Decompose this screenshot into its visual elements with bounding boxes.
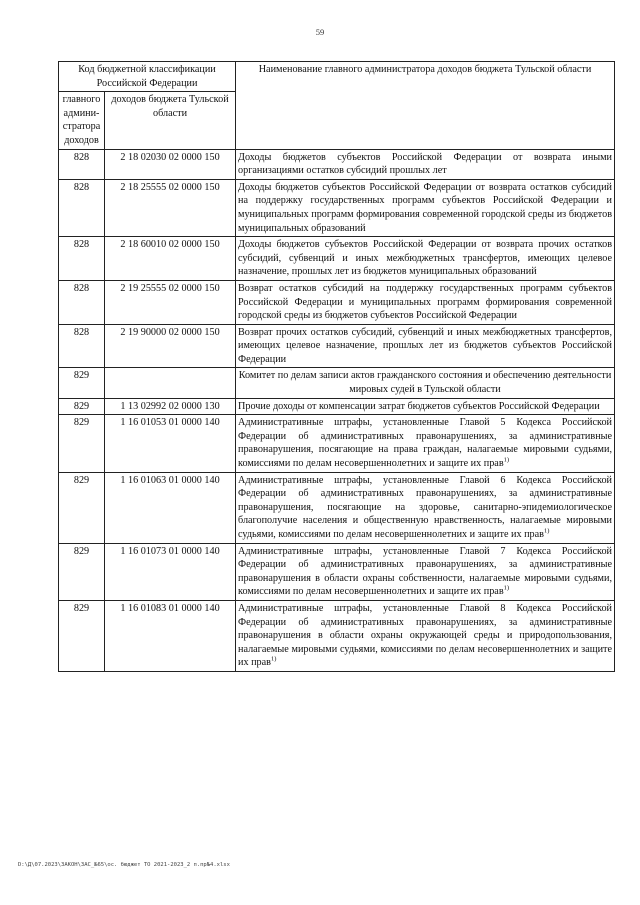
footnote-marker: 1)	[503, 584, 510, 592]
admin-code-cell: 829	[59, 415, 105, 472]
income-code-cell: 2 19 90000 02 0000 150	[105, 324, 236, 368]
income-name-cell	[236, 324, 615, 368]
admin-column-header: главного админи-стратора доходов	[59, 92, 105, 149]
income-name-text: Доходы бюджетов субъектов Российской Федерации от возврата остатков субсидий на поддержку государственных программ субъектов Российской Федерации и муниципальных программ формирования современной городской среды из бюджетов муниципальных образований	[238, 181, 613, 234]
table-row	[59, 398, 615, 415]
income-name-text: Доходы бюджетов субъектов Российской Федерации от возврата иными организациями остатков субсидий прошлых лет	[238, 151, 613, 177]
income-code-cell: 2 18 02030 02 0000 150	[105, 149, 236, 179]
footnote-marker: 1)	[271, 655, 277, 663]
admin-code-cell: 828	[59, 237, 105, 281]
admin-code-cell: 828	[59, 179, 105, 236]
admin-code-cell: 828	[59, 149, 105, 179]
table-row	[59, 368, 615, 398]
table-row	[59, 600, 615, 671]
income-code-cell: 2 18 60010 02 0000 150	[105, 237, 236, 281]
admin-code-cell: 828	[59, 324, 105, 368]
admin-code-cell: 829	[59, 398, 105, 415]
income-name-cell	[236, 368, 615, 398]
income-name-cell	[236, 237, 615, 281]
income-name-text: Комитет по делам записи актов гражданского состояния и обеспечению деятельности мировых судей в Тульской области	[238, 370, 612, 396]
budget-classification-table	[58, 61, 615, 672]
admin-code-cell: 828	[59, 280, 105, 324]
income-code-cell: 2 18 25555 02 0000 150	[105, 179, 236, 236]
table-row	[59, 149, 615, 179]
income-name-cell	[236, 280, 615, 324]
income-code-cell: 1 16 01073 01 0000 140	[105, 543, 236, 600]
page-number: 59	[315, 27, 325, 37]
income-name-text: Административные штрафы, установленные Главой 8 Кодекса Российской Федерации об административных правонарушениях, за административные правонарушения в области охраны окружающей среды и природопользования, налагаемые мировыми судьями, комиссиями по делам несовершеннолетних и защите их прав	[238, 602, 613, 669]
income-code-cell: 1 16 01083 01 0000 140	[105, 600, 236, 671]
table-row	[59, 324, 615, 368]
table-row	[59, 543, 615, 600]
admin-code-cell: 829	[59, 472, 105, 543]
footnote-marker: 1)	[544, 527, 550, 535]
income-column-header: доходов бюджета Тульской области	[105, 92, 236, 149]
income-name-text: Административные штрафы, установленные Главой 7 Кодекса Российской Федерации об административных правонарушениях, за административные правонарушения в области охраны собственности, налагаемые мировыми судьями, комиссиями по делам несовершеннолетних и защите их прав	[238, 545, 613, 598]
income-name-cell	[236, 149, 615, 179]
income-name-text: Административные штрафы, установленные Главой 6 Кодекса Российской Федерации об административных правонарушениях, за административные правонарушения, посягающие на здоровье, санитарно-эпидемиологическое благополучие населения и общественную нравственность, налагаемые мировыми судьями, комиссиями по делам несовершеннолетних и защите их прав	[238, 474, 613, 540]
name-column-header: Наименование главного администратора доходов бюджета Тульской области	[236, 62, 615, 150]
income-name-text: Прочие доходы от компенсации затрат бюджетов субъектов Российской Федерации	[238, 400, 600, 412]
admin-code-cell: 829	[59, 600, 105, 671]
income-name-cell	[236, 600, 615, 671]
income-code-cell	[105, 368, 236, 398]
income-code-cell: 2 19 25555 02 0000 150	[105, 280, 236, 324]
code-group-header: Код бюджетной классификации Российской Федерации	[59, 62, 236, 92]
table-row	[59, 280, 615, 324]
income-name-cell	[236, 415, 615, 472]
table-row	[59, 237, 615, 281]
income-name-text: Административные штрафы, установленные Главой 5 Кодекса Российской Федерации об административных правонарушениях, за административные правонарушения, посягающие на права граждан, налагаемые мировыми судьями, комиссиями по делам несовершеннолетних и защите их прав	[238, 417, 613, 470]
income-code-cell: 1 16 01063 01 0000 140	[105, 472, 236, 543]
header-row-1	[59, 62, 615, 92]
income-name-text: Доходы бюджетов субъектов Российской Федерации от возврата прочих остатков субсидий, субвенций и иных межбюджетных трансфертов, имеющих целевое назначение, прошлых лет из бюджетов муниципальных образований	[238, 239, 613, 278]
income-name-text: Возврат остатков субсидий на поддержку государственных программ субъектов Российской Федерации и муниципальных программ формирования современной городской среды из бюджетов субъектов Российской Федерации	[238, 282, 613, 322]
admin-code-cell: 829	[59, 368, 105, 398]
admin-code-cell: 829	[59, 543, 105, 600]
file-path-footer: D:\Д\07.2023\ЗАКОН\ЗАС_№65\ос. бюджет ТО 2021-2023_2 п.пр№4.xlsx	[18, 862, 230, 868]
footnote-marker: 1)	[503, 456, 510, 464]
income-name-cell	[236, 179, 615, 236]
table-row	[59, 179, 615, 236]
income-name-cell	[236, 398, 615, 415]
income-name-text: Возврат прочих остатков субсидий, субвенций и иных межбюджетных трансфертов, имеющих целевое назначение, прошлых лет из бюджетов субъектов Российской Федерации	[238, 326, 613, 365]
income-name-cell	[236, 543, 615, 600]
table-row	[59, 472, 615, 543]
income-name-cell	[236, 472, 615, 543]
table-row	[59, 415, 615, 472]
income-code-cell: 1 16 01053 01 0000 140	[105, 415, 236, 472]
income-code-cell: 1 13 02992 02 0000 130	[105, 398, 236, 415]
